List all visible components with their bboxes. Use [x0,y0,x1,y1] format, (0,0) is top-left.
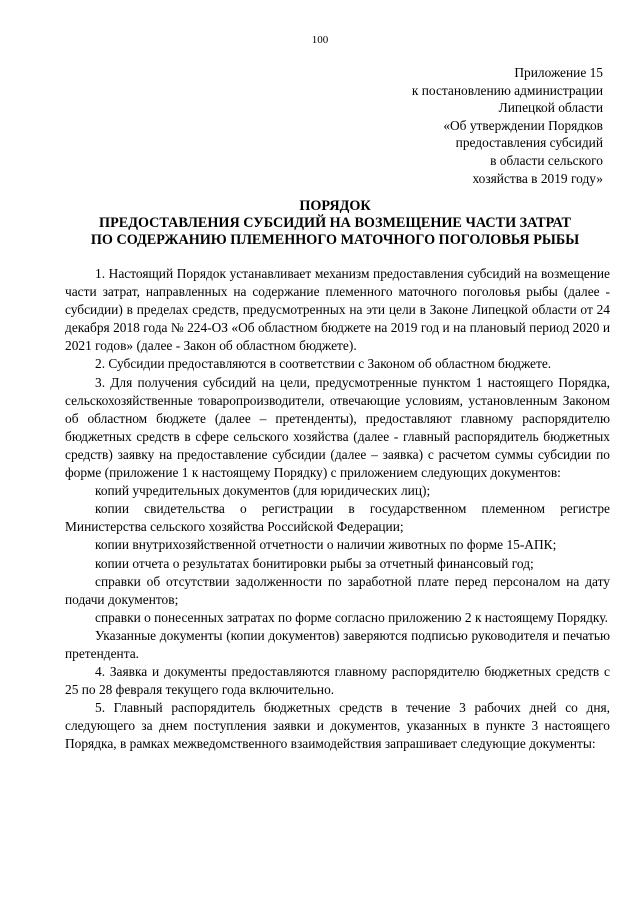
title-line: ПРЕДОСТАВЛЕНИЯ СУБСИДИЙ НА ВОЗМЕЩЕНИЕ ЧАСТИ ЗАТРАТ [99,215,571,232]
appendix-header [303,64,603,187]
appendix-line: «Об утверждении Порядков [443,117,603,133]
appendix-line: в области сельского [490,152,603,168]
appendix-line: Липецкой области [498,100,603,116]
appendix-line: Приложение 15 [514,65,603,80]
document-body [65,265,610,754]
list-item: копий учредительных документов (для юридических лиц); [95,483,431,499]
appendix-line: хозяйства в 2019 году» [472,170,603,186]
title-line: ПОРЯДОК [299,198,371,214]
list-item: копии отчета о результатах бонитировки рыбы за отчетный финансовый год; [95,555,534,571]
title-line: ПО СОДЕРЖАНИЮ ПЛЕМЕННОГО МАТОЧНОГО ПОГОЛОВЬЯ РЫБЫ [90,232,580,249]
paragraph-certification: Указанные документы (копии документов) заверяются подписью руководителя и печатью претендента. [65,627,610,661]
appendix-line: предоставления субсидий [455,135,603,151]
paragraph-3: 3. Для получения субсидий на цели, предусмотренные пунктом 1 настоящего Порядка, сельскохозяйственные товаропроизводители, отвечающие условиям, установленным Законом об областном бюджете (далее – претенденты), предоставляют главному распорядителю бюджетных средств в сфере сельского хозяйства (далее - главный распорядитель бюджетных средств) заявку на предоставление субсидии (далее – заявка) с расчетом суммы субсидии по форме (приложение 1 к настоящему Порядку) с приложением следующих документов: [65,374,610,481]
list-item: справки о понесенных затратах по форме согласно приложению 2 к настоящему Порядку. [95,609,608,625]
paragraph-5: 5. Главный распорядитель бюджетных средств в течение 3 рабочих дней со дня, следующего за днем поступления заявки и документов, указанных в пункте 3 настоящего Порядка, в рамках межведомственного взаимодействия запрашивает следующие документы: [65,700,610,752]
list-item: копии внутрихозяйственной отчетности о наличии животных по форме 15-АПК; [95,537,557,553]
document-title [60,198,610,250]
list-item: копии свидетельства о регистрации в государственном племенном регистре Министерства сельского хозяйства Российской Федерации; [65,501,610,535]
paragraph-2: 2. Субсидии предоставляются в соответствии с Законом об областном бюджете. [95,356,552,372]
paragraph-1: 1. Настоящий Порядок устанавливает механизм предоставления субсидий на возмещение части затрат, направленных на содержание племенного маточного поголовья рыбы (далее - субсидии) в пределах средств, предусмотренных на эти цели в Законе Липецкой области от 24 декабря 2018 года № 224-ОЗ «Об областном бюджете на 2019 год и на плановый период 2020 и 2021 годов» (далее - Закон об областном бюджете). [65,266,610,354]
page-number: 100 [311,34,329,46]
paragraph-4: 4. Заявка и документы предоставляются главному распорядителю бюджетных средств с 25 по 28 февраля текущего года включительно. [65,664,610,698]
appendix-line: к постановлению администрации [411,82,603,98]
list-item: справки об отсутствии задолженности по заработной плате перед персоналом на дату подачи документов; [65,573,610,607]
